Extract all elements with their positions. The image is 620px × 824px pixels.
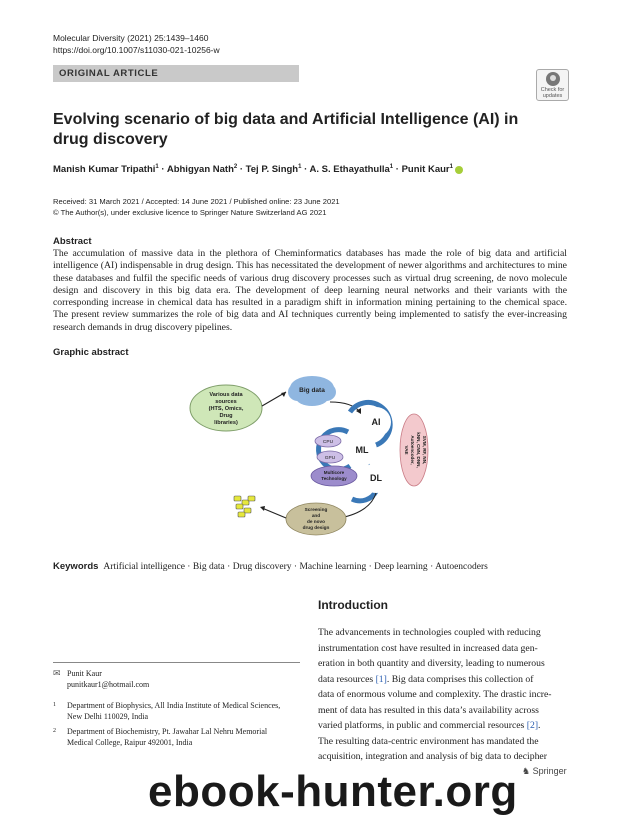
screening-text: drug design (302, 525, 330, 530)
screening-text: de novo (307, 519, 325, 524)
orcid-icon[interactable] (455, 166, 463, 174)
watermark: ebook-hunter.org (148, 767, 518, 816)
citation-link[interactable]: [1] (375, 673, 387, 685)
keyword[interactable]: Artificial intelligence (103, 562, 185, 572)
citation-link[interactable]: [2] (526, 720, 539, 731)
dl-label: DL (370, 473, 382, 483)
methods-text: kNN, CNN, DNN, (416, 432, 421, 468)
graphic-abstract-figure (180, 372, 450, 547)
publisher-logo: ♞ Springer (522, 766, 567, 776)
mail-icon: ✉ (53, 668, 61, 678)
corresponding-email[interactable]: punitkaur1@hotmail.com (67, 680, 150, 689)
article-type-banner: ORIGINAL ARTICLE (53, 65, 299, 82)
multicore-label: Multicore (323, 470, 345, 475)
ml-label: ML (355, 445, 369, 455)
multicore-label: Technology (321, 476, 347, 481)
screening-text: Screening (304, 507, 328, 512)
sources-text: sources (215, 399, 237, 405)
author[interactable]: Manish Kumar Tripathi$^1$ (53, 164, 159, 176)
keyword[interactable]: Drug discovery (232, 562, 292, 572)
abstract-text: The accumulation of massive data in the plethora of Cheminformatics databases has made the role of big data and artificial intelligence (AI) indispensable in drug design. This has necessitated the development of newer algorithms and architectures to mine these databases and fulfil the specific needs of various drug discovery processes such as virtual drug screening, de novo molecule design and discovery in this big data era. The development of deep learning neural networks and their variants with the corresponding increase in chemical data has resulted in a paradigm shift in information mining pertaining to the chemical space. The present review summarizes the role of big data and AI techniques currently being implemented to satisfy the ever-increasing research demands in drug discovery pipelines. (53, 248, 567, 333)
sources-text: Various data (209, 392, 243, 398)
keyword[interactable]: Machine learning (299, 562, 367, 572)
author[interactable]: Punit Kaur$^1$ (401, 164, 453, 176)
crossmark-icon (546, 72, 560, 86)
methods-text: VAE (404, 445, 409, 455)
author-list: Manish Kumar Tripathi$^1$ · Abhigyan Nath$^2$ · Tej P. Singh$^1$ · A. S. Ethayathulla$^1$ · Punit Kaur$^1$ (53, 164, 463, 175)
author[interactable]: A. S. Ethayathulla$^1$ (309, 164, 394, 176)
methods-text: Autoencoder, (410, 435, 415, 465)
doi-link[interactable]: https://doi.org/10.1007/s11030-021-10256-w (53, 45, 220, 55)
arrow-connector (262, 508, 286, 518)
methods-text: SVM, RF, NN, (422, 435, 427, 465)
correspondence (53, 668, 149, 690)
article-title: Evolving scenario of big data and Artificial Intelligence (AI) in drug discovery (53, 111, 519, 148)
springer-horse-icon: ♞ (522, 766, 531, 776)
keywords-label: Keywords (53, 561, 99, 572)
gpu-label: GPU (324, 456, 336, 461)
screening-text: and (311, 513, 321, 518)
publication-dates: Received: 31 March 2021 / Accepted: 14 June 2021 / Published online: 23 June 2021 © The Author(s), under exclusive licence to Springer Nature Switzerland AG 2021 (53, 197, 340, 217)
ai-label: AI (371, 417, 381, 427)
keyword[interactable]: Deep learning (374, 562, 428, 572)
abstract-heading: Abstract (53, 236, 92, 247)
journal-citation: Molecular Diversity (2021) 25:1439–1460 (53, 33, 209, 43)
author[interactable]: Tej P. Singh$^1$ (245, 164, 302, 176)
cpu-label: CPU (322, 440, 334, 445)
big-data-label: Big data (299, 387, 325, 394)
keyword[interactable]: Big data (192, 562, 225, 572)
introduction-text: The advancements in technologies coupled with reducing instrumentation cost have resulted in increased data gen- eration in both quantity and diversity, leading to numerous data resources [1]. Big data comprises this collection of data of enormous volume and complexity. The drastic incre- ment of data has resulted in this data’s availability across varied platforms, in public and commercial resources [2]. The resulting data-centric environment has mandated the acquisition, integration and analysis of big data to decipher (318, 627, 552, 762)
keyword[interactable]: Autoencoders (435, 562, 488, 572)
arrow-head (260, 506, 265, 511)
introduction-heading: Introduction (318, 598, 388, 612)
sources-text: libraries) (214, 420, 238, 426)
author[interactable]: Abhigyan Nath$^2$ (166, 164, 238, 176)
footnote-divider (53, 662, 300, 663)
journal-header (53, 32, 220, 56)
affiliation: 1 Department of Biophysics, All India Institute of Medical Sciences, New Delhi 110029, India (53, 701, 281, 721)
affiliation: 2 Department of Biochemistry, Pt. Jawahar Lal Nehru Memorial Medical College, Raipur 492001, India (53, 727, 268, 747)
check-for-updates-badge[interactable]: Check for updates (536, 69, 569, 101)
keywords-line: Keywords Artificial intelligence · Big data · Drug discovery · Machine learning · Deep learning · Autoencoders (53, 561, 488, 572)
sources-text: Drug (219, 413, 233, 419)
corresponding-author-name: Punit Kaur (67, 669, 102, 678)
graphic-abstract-heading: Graphic abstract (53, 347, 129, 358)
molecule-icon (234, 496, 255, 517)
sources-text: (HTS, Omics, (208, 406, 244, 412)
